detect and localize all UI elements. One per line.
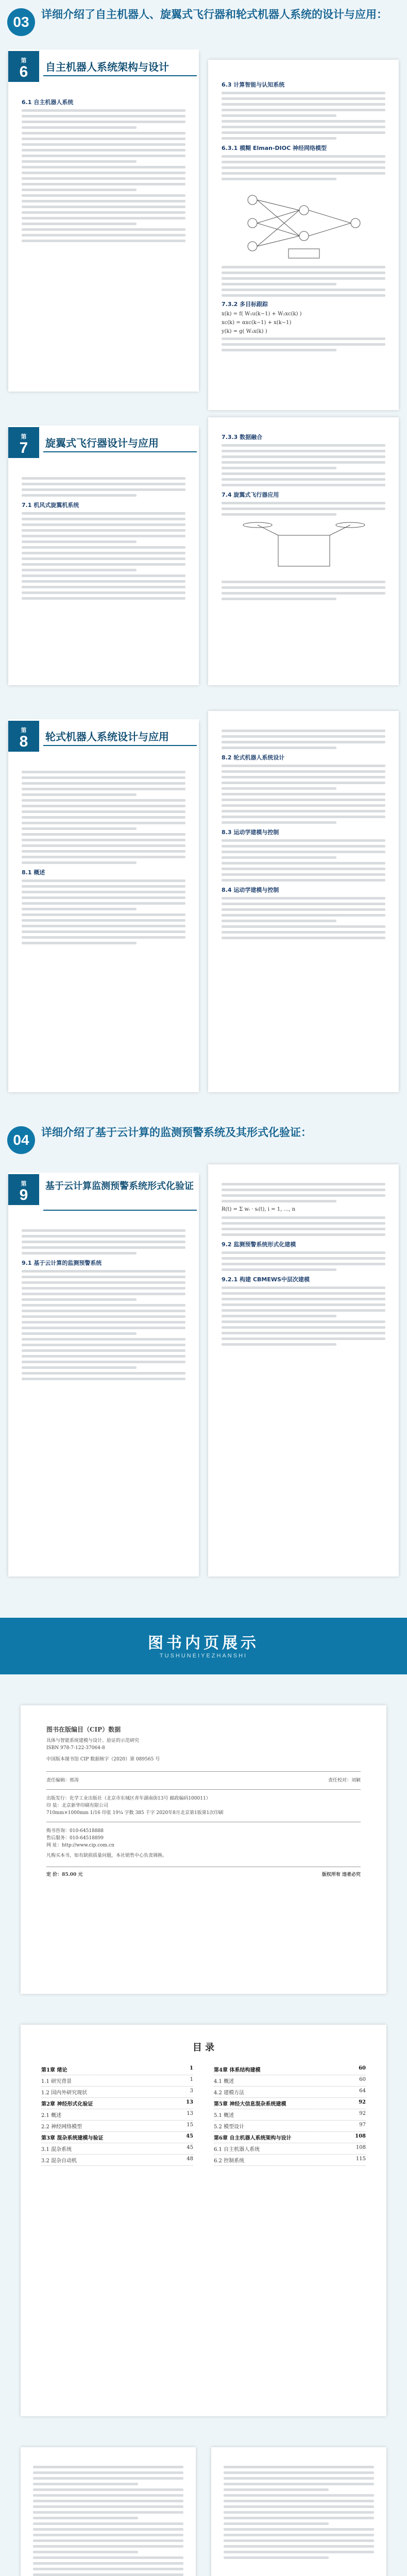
cip-proof: 责任校对：刘颖 [328,1778,361,1783]
toc-page-number: 13 [186,2111,193,2116]
toc-page-number: 48 [186,2156,193,2162]
cip-notice: 凡购买本书，如有缺损质量问题，本社销售中心负责调换。 [46,1853,167,1858]
intro-number: 04 [7,1126,35,1154]
chapter-number-box: 第 8 [8,721,39,752]
toc-title: 第3章 混杂系统建模与验证 [41,2136,104,2141]
book-page: R(t) = Σ wᵢ · sᵢ(t), i = 1, …, n 9.2 监测预警系统形式化建模 9.2.1 构建 CBMEWS中层次建模 [208,1164,399,1577]
toc-title: 6.2 控制系统 [214,2158,245,2164]
toc-row [41,2121,193,2132]
toc-page-number: 15 [186,2122,193,2128]
section-heading: 9.2 监测预警系统形式化建模 [222,1241,296,1248]
toc-row [41,2143,193,2155]
toc-page-number: 60 [359,2077,366,2082]
toc-row [41,2109,193,2121]
toc-page-number: 92 [359,2099,366,2105]
section-heading: 6.3 计算智能与认知系统 [222,81,285,88]
cip-isbn: ISBN 978-7-122-37064-8 [46,1745,105,1751]
toc-page-number: 92 [359,2111,366,2116]
chapter-title: 轮式机器人系统设计与应用 [45,732,169,743]
toc-title: 3.2 混杂自动机 [41,2158,77,2164]
toc-page-number: 13 [186,2099,193,2105]
chapter-title: 自主机器人系统架构与设计 [45,62,169,73]
book-page: 6.3 计算智能与认知系统 6.3.1 模糊 Elman-DIOC 神经网络模型 7.3.2 多目标跟踪 x(k) = f( W₁u(k−1) + W₂xc(k) ) xc(k) = αxc(k−1) + x(k−1) y(k) = g( W₃x(k) ) [208,60,399,410]
toc-row [214,2087,366,2098]
cip-site: 网 址：http://www.cip.com.cn [46,1843,114,1848]
cip-publisher: 出版发行：化学工业出版社（北京市东城区青年湖南街13号 邮政编码100011） [46,1796,211,1801]
toc-page-number: 45 [186,2133,193,2139]
book-page [21,2447,196,2576]
toc-column [41,2064,193,2166]
toc-title: 2.1 概述 [41,2113,62,2119]
toc-title: 第6章 自主机器人系统架构与设计 [214,2136,292,2141]
section-heading: 8.1 概述 [22,869,45,876]
toc-page-number: 1 [190,2065,193,2071]
toc-title: 4.2 建模方法 [214,2090,245,2096]
section-heading: 7.1 机风式旋翼机系统 [22,502,79,509]
section-heading: 6.3.1 模糊 Elman-DIOC 神经网络模型 [222,145,327,151]
toc-row [41,2098,193,2109]
chapter-header [8,49,199,83]
toc-title: 1.1 研究背景 [41,2079,72,2084]
chapter-number-box: 第 6 [8,51,39,82]
book-page [211,2447,386,2576]
chapter-header [8,719,199,753]
toc-title: 6.1 自主机器人系统 [214,2147,260,2153]
intro-text: 详细介绍了自主机器人、旋翼式飞行器和轮式机器人系统的设计与应用： [41,9,387,21]
toc-title: 2.2 神经网络模型 [41,2124,82,2130]
section-banner [0,1618,407,1674]
chapter-title: 旋翼式飞行器设计与应用 [45,438,159,449]
cip-printer: 印 装：北京新华印刷有限公司 [46,1803,108,1808]
cip-line: 具体与智能系统建模与设计、验证的示范研究 [46,1738,140,1743]
section-heading: 9.1 基于云计算的监测预警系统 [22,1260,102,1266]
section-heading: 8.2 轮式机器人系统设计 [222,754,285,761]
toc-row [214,2098,366,2109]
book-page [8,721,199,1092]
cip-editor: 责任编辑：邢涛 [46,1778,79,1783]
toc-title: 第2章 神经形式化验证 [41,2102,93,2107]
toc-page-number: 45 [186,2145,193,2150]
toc-title: 第5章 神经大信息混杂系统建模 [214,2102,286,2107]
chapter-title: 基于云计算监测预警系统形式化验证 [45,1181,194,1191]
section-heading: 7.3.2 多目标跟踪 [222,301,268,308]
toc-row [41,2087,193,2098]
section-heading: 9.2.1 构建 CBMEWS中层次建模 [222,1276,310,1283]
banner-title: 图书内页展示 [148,1635,259,1652]
toc-page-number: 108 [355,2145,366,2150]
book-page [8,1175,199,1577]
toc-title: 3.1 混杂系统 [41,2147,72,2153]
toc-page-number: 64 [359,2088,366,2094]
book-page [208,417,399,685]
toc-page [21,2025,386,2416]
toc-row [214,2121,366,2132]
toc-title: 5.2 模型设计 [214,2124,245,2130]
drone-figure [222,520,385,577]
chapter-header [8,426,199,460]
toc-row [214,2075,366,2087]
toc-row [214,2155,366,2166]
toc-page-number: 60 [359,2065,366,2071]
banner-subtitle: TUSHUNEIYEZHANSHI [159,1653,248,1659]
toc-row [214,2109,366,2121]
toc-title: 第1章 绪论 [41,2067,67,2073]
book-page [8,52,199,392]
intro-text: 详细介绍了基于云计算的监测预警系统及其形式化验证： [41,1127,312,1139]
toc-row [41,2064,193,2075]
cip-price: 定 价：85.00 元 [46,1872,83,1877]
section-heading: 7.4 旋翼式飞行器应用 [222,492,279,498]
cip-page [21,1705,386,1994]
toc-page-number: 115 [355,2156,366,2162]
intro-number: 03 [7,8,35,36]
section-heading: 8.4 运动学建模与控制 [222,887,279,893]
toc-title: 4.1 概述 [214,2079,234,2084]
toc-page-number: 1 [190,2077,193,2082]
chapter-number-box: 第 7 [8,427,39,458]
toc-title: 1.2 国内外研究现状 [41,2090,88,2096]
toc-row [214,2143,366,2155]
book-page [8,428,199,685]
toc-title: 第4章 体系结构建模 [214,2067,261,2073]
cip-phone: 购书咨询：010-64518888 [46,1828,104,1834]
cip-heading: 图书在版编目（CIP）数据 [46,1726,121,1733]
toc-row [214,2132,366,2143]
neural-network-figure [222,184,385,262]
toc-page-number: 108 [355,2133,366,2139]
chapter-number-box: 第 9 [8,1174,39,1205]
cip-line: 中国版本图书馆 CIP 数据核字（2020）第 089565 号 [46,1757,160,1762]
cip-service: 售后服务：010-64518899 [46,1836,104,1841]
toc-row [214,2064,366,2075]
toc-page-number: 3 [190,2088,193,2094]
section-heading: 8.3 运动学建模与控制 [222,829,279,836]
toc-page-number: 97 [359,2122,366,2128]
toc-column [214,2064,366,2166]
toc-row [41,2132,193,2143]
toc-row [41,2075,193,2087]
cip-rights: 版权所有 违者必究 [321,1872,361,1877]
cip-spec: 710mm×1000mm 1/16 印张 19¼ 字数 385 千字 2020年8月北京第1版第1次印刷 [46,1810,224,1816]
toc-row [41,2155,193,2166]
toc-heading: 目 录 [192,2042,215,2053]
book-page [208,711,399,1092]
section-heading: 7.3.3 数据融合 [222,434,263,440]
chapter-header [8,1173,199,1217]
section-heading: 6.1 自主机器人系统 [22,99,74,106]
toc-title: 5.1 概述 [214,2113,234,2119]
